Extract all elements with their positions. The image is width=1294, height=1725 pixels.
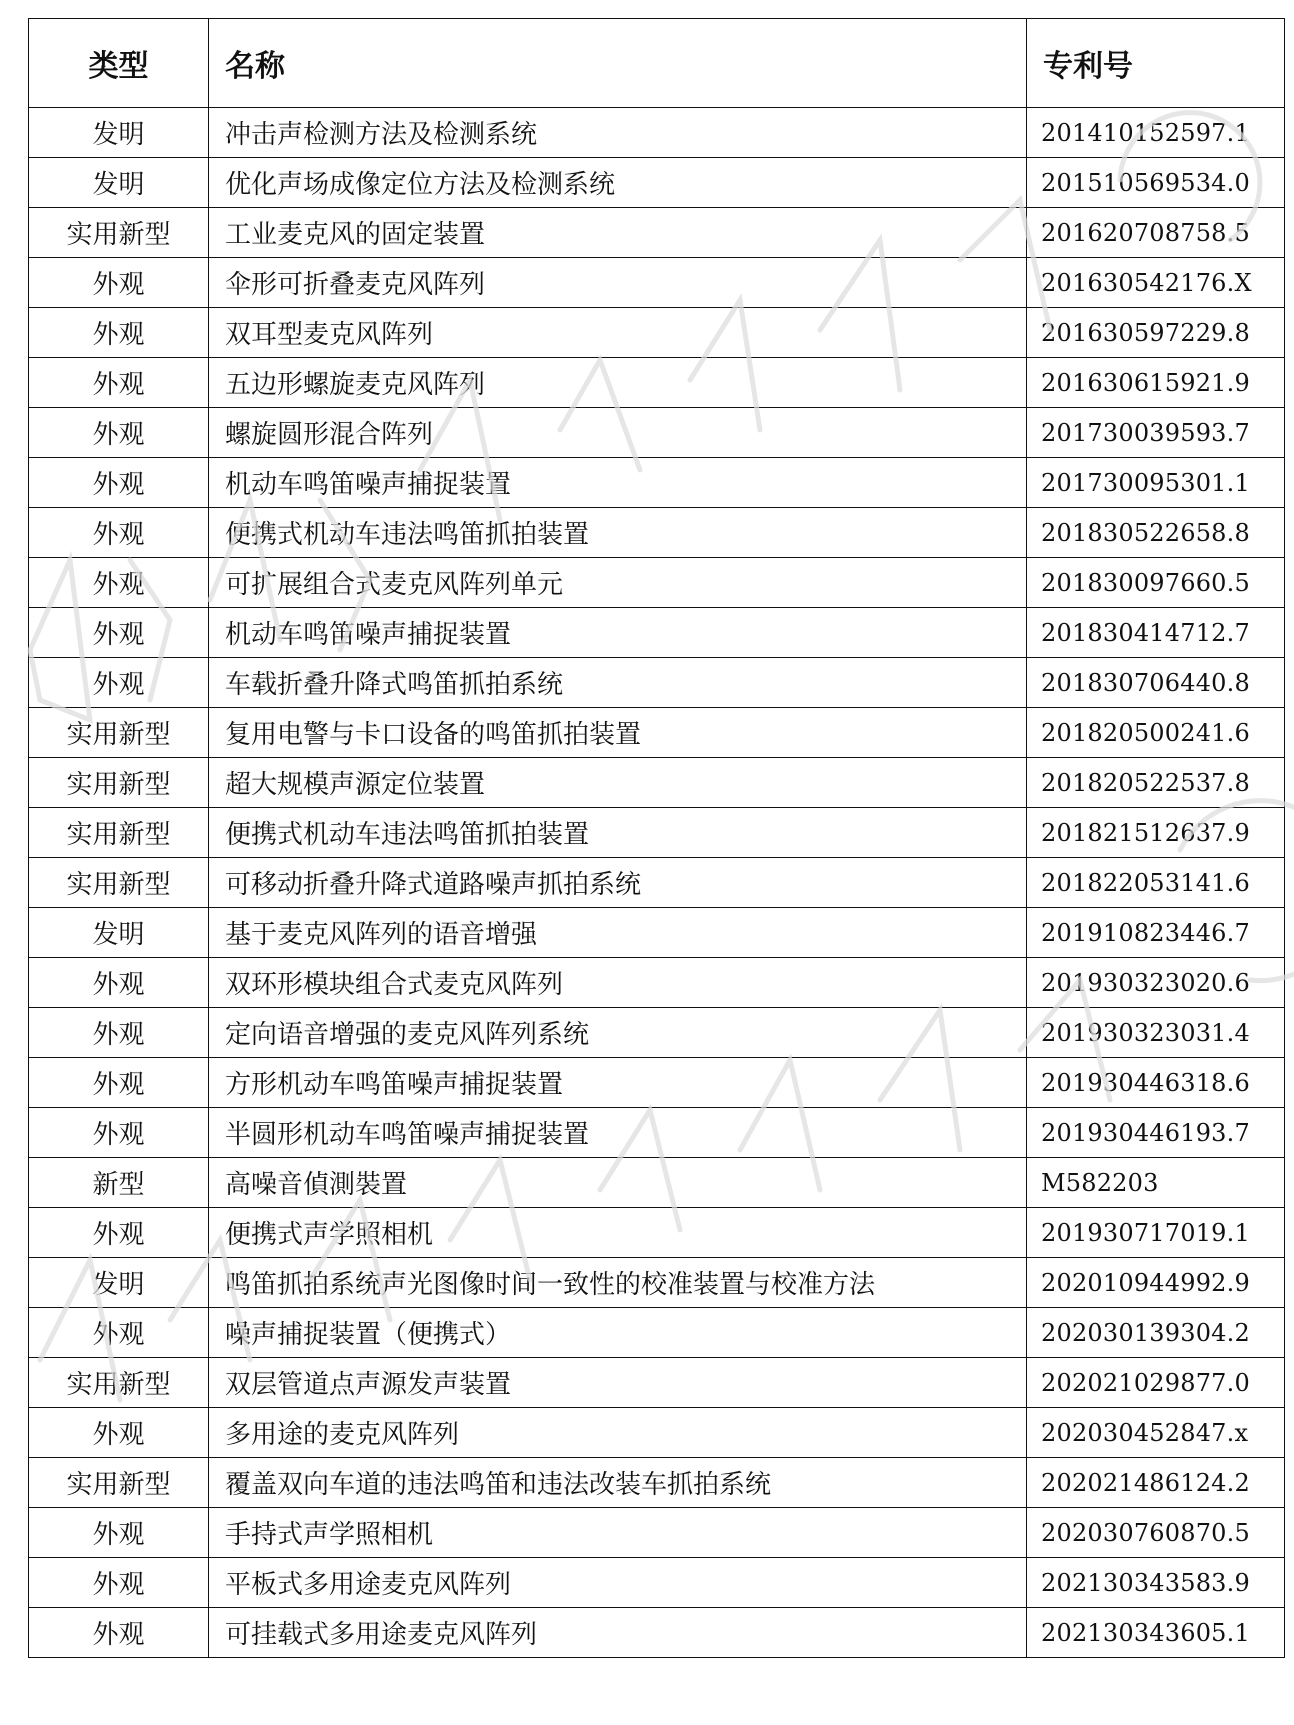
table-row xyxy=(29,258,1285,308)
cell-name: 平板式多用途麦克风阵列 xyxy=(209,1558,1027,1608)
cell-type: 外观 xyxy=(29,558,209,608)
cell-name: 可扩展组合式麦克风阵列单元 xyxy=(209,558,1027,608)
cell-patent-number: 201930323020.6 xyxy=(1027,958,1285,1008)
table-row xyxy=(29,508,1285,558)
header-number: 专利号 xyxy=(1027,19,1285,108)
cell-type: 外观 xyxy=(29,1308,209,1358)
cell-patent-number: 201830097660.5 xyxy=(1027,558,1285,608)
cell-name: 复用电警与卡口设备的鸣笛抓拍装置 xyxy=(209,708,1027,758)
cell-name: 定向语音增强的麦克风阵列系统 xyxy=(209,1008,1027,1058)
table-row xyxy=(29,1158,1285,1208)
table-row xyxy=(29,608,1285,658)
table-row xyxy=(29,1558,1285,1608)
cell-type: 外观 xyxy=(29,1508,209,1558)
table-row xyxy=(29,358,1285,408)
table-row xyxy=(29,558,1285,608)
header-type: 类型 xyxy=(29,19,209,108)
cell-name: 便携式机动车违法鸣笛抓拍装置 xyxy=(209,508,1027,558)
table-header xyxy=(29,19,1285,108)
cell-type: 外观 xyxy=(29,408,209,458)
cell-name: 机动车鸣笛噪声捕捉装置 xyxy=(209,608,1027,658)
table-row xyxy=(29,858,1285,908)
cell-type: 外观 xyxy=(29,608,209,658)
cell-name: 可挂载式多用途麦克风阵列 xyxy=(209,1608,1027,1658)
cell-patent-number: 201822053141.6 xyxy=(1027,858,1285,908)
cell-name: 鸣笛抓拍系统声光图像时间一致性的校准装置与校准方法 xyxy=(209,1258,1027,1308)
cell-name: 方形机动车鸣笛噪声捕捉装置 xyxy=(209,1058,1027,1108)
cell-patent-number: 201730039593.7 xyxy=(1027,408,1285,458)
cell-patent-number: 201630597229.8 xyxy=(1027,308,1285,358)
cell-type: 外观 xyxy=(29,1008,209,1058)
cell-patent-number: 201821512637.9 xyxy=(1027,808,1285,858)
table-row xyxy=(29,758,1285,808)
cell-type: 实用新型 xyxy=(29,808,209,858)
cell-name: 双耳型麦克风阵列 xyxy=(209,308,1027,358)
cell-name: 冲击声检测方法及检测系统 xyxy=(209,108,1027,158)
table-row xyxy=(29,708,1285,758)
cell-name: 基于麦克风阵列的语音增强 xyxy=(209,908,1027,958)
cell-patent-number: 202130343583.9 xyxy=(1027,1558,1285,1608)
cell-type: 外观 xyxy=(29,1058,209,1108)
cell-name: 手持式声学照相机 xyxy=(209,1508,1027,1558)
cell-name: 五边形螺旋麦克风阵列 xyxy=(209,358,1027,408)
cell-type: 外观 xyxy=(29,1208,209,1258)
table-row xyxy=(29,808,1285,858)
cell-name: 伞形可折叠麦克风阵列 xyxy=(209,258,1027,308)
cell-patent-number: 201830522658.8 xyxy=(1027,508,1285,558)
table-row xyxy=(29,1508,1285,1558)
cell-patent-number: 201930323031.4 xyxy=(1027,1008,1285,1058)
cell-type: 发明 xyxy=(29,908,209,958)
cell-patent-number: 202030760870.5 xyxy=(1027,1508,1285,1558)
cell-patent-number: 202030452847.x xyxy=(1027,1408,1285,1458)
table-row xyxy=(29,1408,1285,1458)
table-row xyxy=(29,1008,1285,1058)
table-row xyxy=(29,1208,1285,1258)
table-row xyxy=(29,158,1285,208)
cell-name: 机动车鸣笛噪声捕捉装置 xyxy=(209,458,1027,508)
cell-patent-number: 201930446193.7 xyxy=(1027,1108,1285,1158)
cell-patent-number: 201410152597.1 xyxy=(1027,108,1285,158)
cell-type: 新型 xyxy=(29,1158,209,1208)
cell-patent-number: 201630615921.9 xyxy=(1027,358,1285,408)
cell-type: 实用新型 xyxy=(29,1458,209,1508)
cell-patent-number: 201510569534.0 xyxy=(1027,158,1285,208)
cell-type: 实用新型 xyxy=(29,1358,209,1408)
table-row xyxy=(29,1458,1285,1508)
cell-type: 外观 xyxy=(29,258,209,308)
header-name: 名称 xyxy=(209,19,1027,108)
table-row xyxy=(29,208,1285,258)
cell-type: 发明 xyxy=(29,108,209,158)
cell-name: 超大规模声源定位装置 xyxy=(209,758,1027,808)
cell-patent-number: 201820522537.8 xyxy=(1027,758,1285,808)
cell-name: 多用途的麦克风阵列 xyxy=(209,1408,1027,1458)
cell-patent-number: 201910823446.7 xyxy=(1027,908,1285,958)
cell-type: 外观 xyxy=(29,1108,209,1158)
cell-type: 实用新型 xyxy=(29,758,209,808)
cell-type: 外观 xyxy=(29,358,209,408)
table-row xyxy=(29,1108,1285,1158)
cell-type: 外观 xyxy=(29,458,209,508)
patent-table-page xyxy=(28,18,1284,1658)
cell-type: 发明 xyxy=(29,1258,209,1308)
cell-type: 发明 xyxy=(29,158,209,208)
cell-type: 外观 xyxy=(29,658,209,708)
table-row xyxy=(29,1258,1285,1308)
cell-type: 外观 xyxy=(29,308,209,358)
cell-patent-number: 201820500241.6 xyxy=(1027,708,1285,758)
table-row xyxy=(29,658,1285,708)
cell-name: 覆盖双向车道的违法鸣笛和违法改装车抓拍系统 xyxy=(209,1458,1027,1508)
cell-type: 外观 xyxy=(29,958,209,1008)
table-row xyxy=(29,1058,1285,1108)
cell-patent-number: 201620708758.5 xyxy=(1027,208,1285,258)
cell-type: 实用新型 xyxy=(29,858,209,908)
cell-name: 便携式声学照相机 xyxy=(209,1208,1027,1258)
cell-name: 噪声捕捉装置（便携式） xyxy=(209,1308,1027,1358)
cell-name: 高噪音偵測裝置 xyxy=(209,1158,1027,1208)
cell-name: 半圆形机动车鸣笛噪声捕捉装置 xyxy=(209,1108,1027,1158)
cell-patent-number: 202021029877.0 xyxy=(1027,1358,1285,1408)
table-row xyxy=(29,1308,1285,1358)
cell-type: 外观 xyxy=(29,1608,209,1658)
cell-name: 螺旋圆形混合阵列 xyxy=(209,408,1027,458)
table-row xyxy=(29,408,1285,458)
cell-type: 外观 xyxy=(29,1408,209,1458)
cell-patent-number: 201730095301.1 xyxy=(1027,458,1285,508)
cell-patent-number: 202021486124.2 xyxy=(1027,1458,1285,1508)
cell-patent-number: 201830706440.8 xyxy=(1027,658,1285,708)
header-row xyxy=(29,19,1285,108)
cell-patent-number: 201930446318.6 xyxy=(1027,1058,1285,1108)
table-row xyxy=(29,308,1285,358)
cell-patent-number: 201830414712.7 xyxy=(1027,608,1285,658)
table-body xyxy=(29,108,1285,1658)
cell-name: 车载折叠升降式鸣笛抓拍系统 xyxy=(209,658,1027,708)
cell-name: 双环形模块组合式麦克风阵列 xyxy=(209,958,1027,1008)
cell-name: 双层管道点声源发声装置 xyxy=(209,1358,1027,1408)
table-row xyxy=(29,108,1285,158)
cell-type: 外观 xyxy=(29,508,209,558)
cell-type: 实用新型 xyxy=(29,208,209,258)
cell-patent-number: 202130343605.1 xyxy=(1027,1608,1285,1658)
table-row xyxy=(29,958,1285,1008)
cell-patent-number: 202030139304.2 xyxy=(1027,1308,1285,1358)
cell-patent-number: M582203 xyxy=(1027,1158,1285,1208)
cell-name: 便携式机动车违法鸣笛抓拍装置 xyxy=(209,808,1027,858)
cell-type: 实用新型 xyxy=(29,708,209,758)
table-row xyxy=(29,1358,1285,1408)
cell-name: 可移动折叠升降式道路噪声抓拍系统 xyxy=(209,858,1027,908)
patent-table xyxy=(28,18,1285,1658)
cell-name: 工业麦克风的固定装置 xyxy=(209,208,1027,258)
cell-patent-number: 201930717019.1 xyxy=(1027,1208,1285,1258)
table-row xyxy=(29,458,1285,508)
cell-patent-number: 201630542176.X xyxy=(1027,258,1285,308)
cell-name: 优化声场成像定位方法及检测系统 xyxy=(209,158,1027,208)
table-row xyxy=(29,908,1285,958)
cell-patent-number: 202010944992.9 xyxy=(1027,1258,1285,1308)
cell-type: 外观 xyxy=(29,1558,209,1608)
table-row xyxy=(29,1608,1285,1658)
